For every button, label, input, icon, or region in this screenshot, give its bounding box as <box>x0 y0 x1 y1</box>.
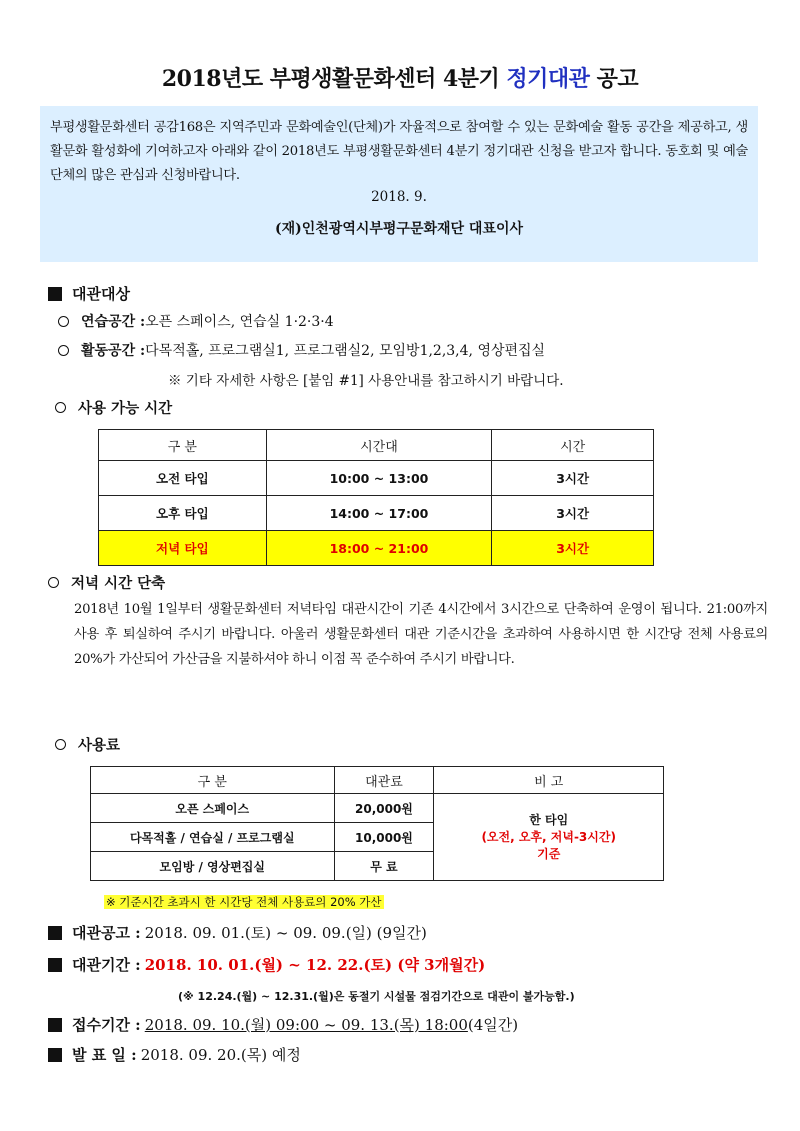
square-bullet-icon <box>48 1048 62 1062</box>
space-cell: 모임방 / 영상편집실 <box>91 852 335 881</box>
hours-table <box>98 429 654 566</box>
circle-bullet-icon <box>55 739 66 750</box>
table-row <box>91 794 664 823</box>
range-cell: 14:00 ~ 17:00 <box>266 496 492 531</box>
hours-heading-text: 사용 가능 시간 <box>78 400 173 417</box>
receipt-line <box>48 1014 518 1035</box>
fees-table <box>90 766 664 881</box>
intro-organization: (재)인천광역시부평구문화재단 대표이사 <box>274 221 524 237</box>
table-row <box>99 496 654 531</box>
duration-cell: 3시간 <box>492 531 654 566</box>
fee-surcharge-note <box>104 891 384 910</box>
evening-heading-text: 저녁 시간 단축 <box>71 575 166 592</box>
practice-space-value: 오픈 스페이스, 연습실 1·2·3·4 <box>145 314 334 330</box>
announce-label: 대관공고 : <box>72 924 141 942</box>
period-line <box>48 954 485 975</box>
fee-cell: 10,000원 <box>334 823 434 852</box>
reference-note: ※ 기타 자세한 사항은 [붙임 #1] 사용안내를 참고하시기 바랍니다. <box>168 373 564 389</box>
range-cell: 18:00 ~ 21:00 <box>266 531 492 566</box>
receipt-value: 2018. 09. 10.(월) 09:00 ~ 09. 13.(목) 18:00 <box>144 1016 468 1034</box>
header-cell: 시간 <box>492 430 654 461</box>
header-cell: 구 분 <box>91 767 335 794</box>
fee-surcharge-text: ※ 기준시간 초과시 한 시간당 전체 사용료의 20% 가산 <box>106 895 382 909</box>
rental-target-heading-text: 대관대상 <box>72 285 130 303</box>
square-bullet-icon <box>48 1018 62 1032</box>
fee-cell: 무 료 <box>334 852 434 881</box>
range-cell: 10:00 ~ 13:00 <box>266 461 492 496</box>
type-cell: 저녁 타입 <box>99 531 267 566</box>
table-header-row <box>91 767 664 794</box>
hours-heading <box>55 397 172 418</box>
result-line <box>48 1044 301 1065</box>
period-note: (※ 12.24.(월) ~ 12.31.(월)은 동절기 시설물 점검기간으로 대관이 불가능함.) <box>178 990 575 1003</box>
header-cell: 대관료 <box>334 767 434 794</box>
intro-text: 부평생활문화센터 공감168은 지역주민과 문화예술인(단체)가 자율적으로 참여할 수 있는 문화예술 활동 공간을 제공하고, 생활문화 활성화에 기여하고자 아래와 같이 2018년도 부평생활문화센터 4분기 정기대관 신청을 받고자 합니다. 동호회 및 예술단체의 많은 관심과 신청바랍니다. <box>50 120 748 183</box>
header-cell: 비 고 <box>434 767 664 794</box>
duration-cell: 3시간 <box>492 461 654 496</box>
announce-value: 2018. 09. 01.(토) ~ 09. 09.(일) (9일간) <box>144 924 427 942</box>
type-cell: 오후 타입 <box>99 496 267 531</box>
evening-description: 2018년 10월 1일부터 생활문화센터 저녁타임 대관시간이 기존 4시간에서 3시간으로 단축하여 운영이 됩니다. 21:00까지 사용 후 퇴실하여 주시기 바랍니다. 아울러 생활문화센터 대관 기준시간을 초과하여 사용하시면 한 시간당 전체 사용료의 20%가 가산되어 가산금을 지불하셔야 하니 이점 꼭 준수하여 주시기 바랍니다. <box>74 602 768 667</box>
circle-bullet-icon <box>55 402 66 413</box>
receipt-label: 접수기간 : <box>72 1016 141 1034</box>
square-bullet-icon <box>48 926 62 940</box>
square-bullet-icon <box>48 958 62 972</box>
table-row <box>99 461 654 496</box>
practice-space-line <box>58 311 334 331</box>
circle-bullet-icon <box>58 316 69 327</box>
duration-cell: 3시간 <box>492 496 654 531</box>
header-cell: 시간대 <box>266 430 492 461</box>
result-label: 발 표 일 : <box>72 1046 137 1064</box>
activity-space-value: 다목적홀, 프로그램실1, 프로그램실2, 모임방1,2,3,4, 영상편집실 <box>145 343 546 359</box>
page-title <box>0 62 800 93</box>
space-cell: 오픈 스페이스 <box>91 794 335 823</box>
receipt-days: (4일간) <box>467 1016 519 1034</box>
remark-cell <box>434 794 664 881</box>
activity-space-label: 활동공간 : <box>81 343 146 359</box>
circle-bullet-icon <box>48 577 59 588</box>
announce-line <box>48 922 427 943</box>
header-cell: 구 분 <box>99 430 267 461</box>
space-cell: 다목적홀 / 연습실 / 프로그램실 <box>91 823 335 852</box>
activity-space-line <box>58 340 545 360</box>
table-header-row <box>99 430 654 461</box>
fees-heading <box>55 734 120 755</box>
remark-line: (오전, 오후, 저녁-3시간) <box>481 829 616 844</box>
square-bullet-icon <box>48 287 62 301</box>
intro-date: 2018. 9. <box>371 189 427 205</box>
title-highlight: 정기대관 <box>506 66 590 92</box>
type-cell: 오전 타입 <box>99 461 267 496</box>
practice-space-label: 연습공간 : <box>81 314 146 330</box>
title-part-1: 2018년도 부평생활문화센터 4분기 <box>161 66 507 92</box>
result-value: 2018. 09. 20.(목) 예정 <box>140 1046 301 1064</box>
circle-bullet-icon <box>58 345 69 356</box>
remark-line: 한 타임 <box>529 812 569 827</box>
remark-line: 기준 <box>537 846 561 861</box>
intro-box <box>40 106 758 262</box>
evening-heading <box>48 572 165 593</box>
table-row-highlighted <box>99 531 654 566</box>
period-value: 2018. 10. 01.(월) ~ 12. 22.(토) (약 3개월간) <box>144 956 486 974</box>
rental-target-heading <box>48 283 130 304</box>
period-label: 대관기간 : <box>72 956 141 974</box>
fee-cell: 20,000원 <box>334 794 434 823</box>
fees-heading-text: 사용료 <box>78 737 121 754</box>
title-part-3: 공고 <box>589 66 639 92</box>
